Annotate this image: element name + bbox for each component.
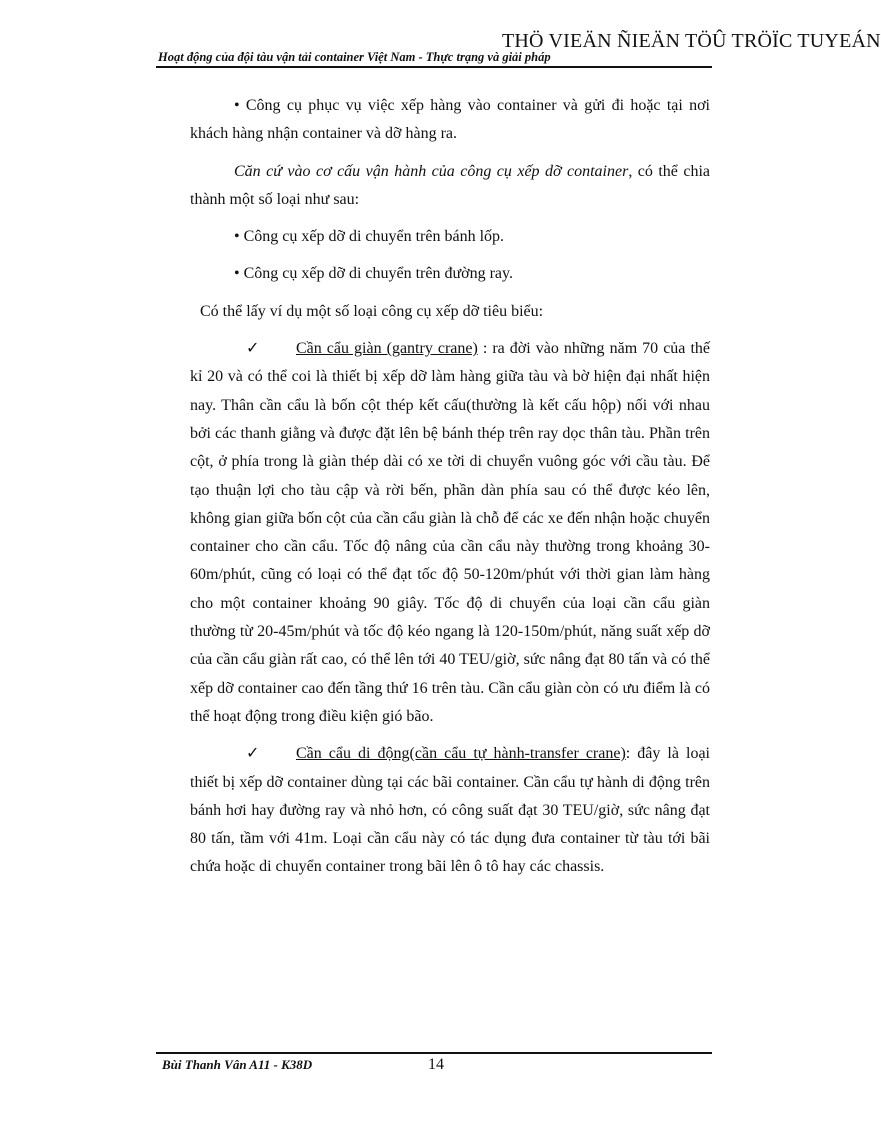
paragraph-classification <box>190 158 710 215</box>
gantry-crane-text: : ra đời vào những năm 70 của thế kỉ 20 và có thể coi là thiết bị xếp dỡ làm hàng giữa tàu và bờ hiện đại nhất hiện nay. Thân cần cẩu là bốn cột thép kết cấu(thường là kết cấu hộp) nối với nhau bởi các thanh giằng và được đặt lên bệ bánh thép trên ray dọc thân tàu. Phần trên cột, ở phía trong là giàn thép dài có xe tời di chuyển vuông góc với cầu tàu. Để tạo thuận lợi cho tàu cập và rời bến, phần dàn phía sau có thể được kéo lên, không gian giữa bốn cột của cần cẩu giàn là chỗ để các xe đến nhận hoặc chuyển container cho cần cẩu. Tốc độ nâng của cần cẩu này thường trong khoảng 30-60m/phút, cũng có loại có thể đạt tốc độ 50-120m/phút với thời gian làm hàng cho một container khoảng 90 giây. Tốc độ di chuyển của loại cần cẩu giàn thường từ 20-45m/phút và tốc độ kéo ngang là 120-150m/phút, năng suất xếp dỡ của cần cẩu giàn rất cao, có thể lên tới 40 TEU/giờ, sức nâng đạt 80 tấn và có thể xếp dỡ container cao đến tầng thứ 16 trên tàu. Cần cẩu giàn còn có ưu điểm là có thể hoạt động trong điều kiện gió bão. <box>190 340 710 725</box>
paragraph-examples: Có thể lấy ví dụ một số loại công cụ xếp dỡ tiêu biểu: <box>200 302 544 320</box>
gantry-crane-title: Cần cẩu giàn (gantry crane) <box>296 340 478 358</box>
watermark-text: THÖ VIEÄN ÑIEÄN TÖÛ TRÖÏC TUYEÁN <box>502 30 881 52</box>
transfer-crane-title: Cần cẩu di động(cần cẩu tự hành-transfer crane) <box>296 745 626 763</box>
checkmark-icon: ✓ <box>246 340 260 358</box>
page-number: 14 <box>428 1056 444 1073</box>
gantry-crane-paragraph <box>190 335 710 731</box>
header-rule <box>156 66 712 68</box>
bullet-paragraph-3: • Công cụ xếp dỡ di chuyển trên đường ray. <box>234 265 513 283</box>
bullet-paragraph-2: • Công cụ xếp dỡ di chuyển trên bánh lốp. <box>234 228 505 246</box>
footer-rule <box>156 1052 712 1054</box>
paragraph-rest: , có thể chia thành một số loại như sau: <box>190 162 711 208</box>
checkmark-icon: ✓ <box>246 745 260 763</box>
transfer-crane-text: : đây là loại thiết bị xếp dỡ container dùng tại các bãi container. Cần cẩu tự hành di động trên bánh hơi hay đường ray và nhỏ hơn, có công suất đạt 30 TEU/giờ, sức nâng đạt 80 tấn, tầm với 41m. Loại cần cẩu này có tác dụng đưa container từ tàu tới bãi chứa hoặc di chuyển container trong bãi lên ô tô hay các chassis. <box>190 745 710 876</box>
page-body <box>190 92 710 891</box>
footer-author: Bùi Thanh Vân A11 - K38D <box>162 1057 313 1072</box>
italic-lead: Căn cứ vào cơ cấu vận hành của công cụ xếp dỡ container <box>234 162 629 180</box>
transfer-crane-paragraph <box>190 740 710 881</box>
running-header: Hoạt động của đội tàu vận tải container Việt Nam - Thực trạng và giải pháp <box>158 50 551 64</box>
bullet-paragraph-1: • Công cụ phục vụ việc xếp hàng vào container và gửi đi hoặc tại nơi khách hàng nhận container và dỡ hàng ra. <box>190 97 710 143</box>
